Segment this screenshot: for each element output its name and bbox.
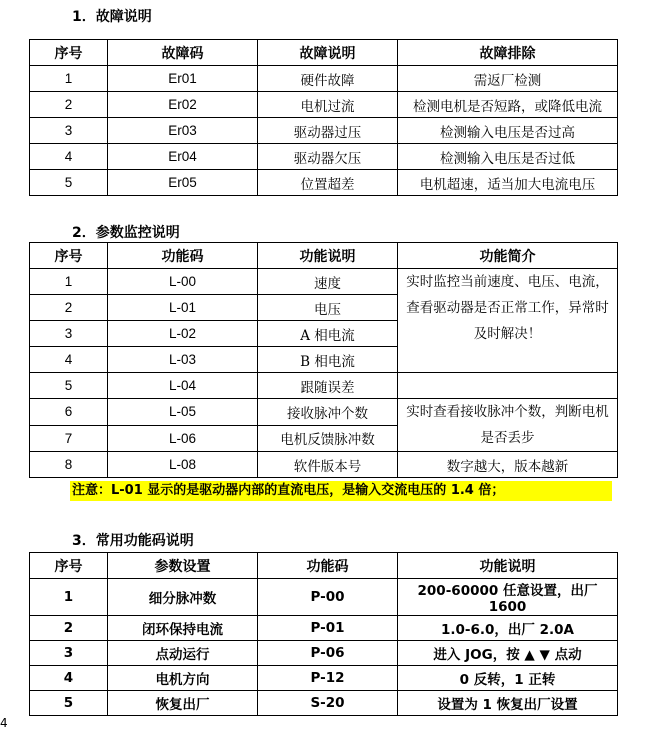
table-row — [30, 92, 618, 118]
cell-index: 5 — [30, 373, 108, 399]
cell-code: L-03 — [108, 347, 258, 373]
header-cell: 序号 — [30, 40, 108, 66]
header-cell: 序号 — [30, 243, 108, 269]
header-cell: 故障码 — [108, 40, 258, 66]
table-row — [30, 666, 618, 691]
cell-code: L-00 — [108, 269, 258, 295]
cell-desc: 电机反馈脉冲数 — [258, 425, 398, 452]
cell-index: 7 — [30, 425, 108, 452]
cell-desc: 驱动器过压 — [258, 118, 398, 144]
header-cell: 功能码 — [258, 553, 398, 579]
cell-intro-empty — [398, 373, 618, 399]
cell-desc: 1.0-6.0，出厂 2.0A — [398, 616, 618, 641]
cell-index: 4 — [30, 144, 108, 170]
header-cell: 故障排除 — [398, 40, 618, 66]
cell-param: 恢复出厂 — [108, 691, 258, 716]
cell-code: P-12 — [258, 666, 398, 691]
cell-desc: 200-60000 任意设置，出厂 1600 — [398, 579, 618, 616]
cell-intro-row8: 数字越大，版本越新 — [398, 452, 618, 478]
cell-code: P-01 — [258, 616, 398, 641]
cell-index: 2 — [30, 295, 108, 321]
cell-index: 8 — [30, 452, 108, 478]
cell-desc: B 相电流 — [258, 347, 398, 373]
header-cell: 参数设置 — [108, 553, 258, 579]
cell-index: 4 — [30, 666, 108, 691]
cell-index: 4 — [30, 347, 108, 373]
cell-index: 2 — [30, 616, 108, 641]
fault-table — [29, 39, 618, 196]
cell-code: L-05 — [108, 399, 258, 426]
cell-fix: 检测输入电压是否过高 — [398, 118, 618, 144]
cell-code: Er05 — [108, 170, 258, 196]
cell-index: 1 — [30, 66, 108, 92]
cell-code: L-06 — [108, 425, 258, 452]
cell-desc: 电压 — [258, 295, 398, 321]
cell-index: 3 — [30, 641, 108, 666]
header-cell: 故障说明 — [258, 40, 398, 66]
cell-desc: 驱动器欠压 — [258, 144, 398, 170]
cell-fix: 电机超速，适当加大电流电压 — [398, 170, 618, 196]
page-number: 4 — [0, 716, 8, 730]
cell-code: L-04 — [108, 373, 258, 399]
cell-intro-group2: 实时查看接收脉冲个数，判断电机是否丢步 — [398, 399, 618, 452]
cell-desc: 0 反转，1 正转 — [398, 666, 618, 691]
cell-index: 1 — [30, 269, 108, 295]
cell-code: L-02 — [108, 321, 258, 347]
table-row — [30, 579, 618, 616]
cell-desc: 接收脉冲个数 — [258, 399, 398, 426]
cell-intro-group1: 实时监控当前速度、电压、电流，查看驱动器是否正常工作，异常时及时解决！ — [398, 269, 618, 373]
cell-code: S-20 — [258, 691, 398, 716]
cell-fix: 检测输入电压是否过低 — [398, 144, 618, 170]
cell-desc: 进入 JOG，按 ▲ ▼ 点动 — [398, 641, 618, 666]
cell-param: 点动运行 — [108, 641, 258, 666]
cell-desc: 软件版本号 — [258, 452, 398, 478]
table-row — [30, 118, 618, 144]
cell-desc: 设置为 1 恢复出厂设置 — [398, 691, 618, 716]
cell-desc: 位置超差 — [258, 170, 398, 196]
cell-desc: A 相电流 — [258, 321, 398, 347]
table-row — [30, 66, 618, 92]
table-row — [30, 373, 618, 399]
monitor-table — [29, 242, 618, 478]
section-1-title: 1．故障说明 — [72, 9, 152, 25]
cell-index: 3 — [30, 118, 108, 144]
warning-note: 注意：L-01 显示的是驱动器内部的直流电压，是输入交流电压的 1.4 倍； — [70, 481, 612, 501]
cell-code: P-06 — [258, 641, 398, 666]
cell-index: 5 — [30, 170, 108, 196]
table-header-row — [30, 243, 618, 269]
header-cell: 功能说明 — [398, 553, 618, 579]
header-cell: 功能码 — [108, 243, 258, 269]
cell-code: Er03 — [108, 118, 258, 144]
section-3-title: 3．常用功能码说明 — [72, 533, 194, 549]
cell-index: 3 — [30, 321, 108, 347]
function-code-table — [29, 552, 618, 716]
cell-param: 闭环保持电流 — [108, 616, 258, 641]
cell-index: 5 — [30, 691, 108, 716]
cell-code: Er01 — [108, 66, 258, 92]
header-cell: 功能说明 — [258, 243, 398, 269]
cell-index: 1 — [30, 579, 108, 616]
cell-code: L-08 — [108, 452, 258, 478]
cell-desc: 电机过流 — [258, 92, 398, 118]
cell-code: Er02 — [108, 92, 258, 118]
header-cell: 序号 — [30, 553, 108, 579]
table-row — [30, 269, 618, 295]
cell-code: L-01 — [108, 295, 258, 321]
cell-param: 细分脉冲数 — [108, 579, 258, 616]
cell-desc: 速度 — [258, 269, 398, 295]
table-row — [30, 399, 618, 426]
cell-param: 电机方向 — [108, 666, 258, 691]
table-row — [30, 144, 618, 170]
cell-code: P-00 — [258, 579, 398, 616]
table-row — [30, 691, 618, 716]
header-cell: 功能简介 — [398, 243, 618, 269]
cell-fix: 需返厂检测 — [398, 66, 618, 92]
cell-desc: 跟随误差 — [258, 373, 398, 399]
table-row — [30, 452, 618, 478]
table-header-row — [30, 40, 618, 66]
table-row — [30, 641, 618, 666]
cell-fix: 检测电机是否短路，或降低电流 — [398, 92, 618, 118]
section-2-title: 2．参数监控说明 — [72, 225, 180, 241]
table-header-row — [30, 553, 618, 579]
cell-code: Er04 — [108, 144, 258, 170]
cell-index: 2 — [30, 92, 108, 118]
table-row — [30, 170, 618, 196]
cell-desc: 硬件故障 — [258, 66, 398, 92]
table-row — [30, 616, 618, 641]
cell-index: 6 — [30, 399, 108, 426]
